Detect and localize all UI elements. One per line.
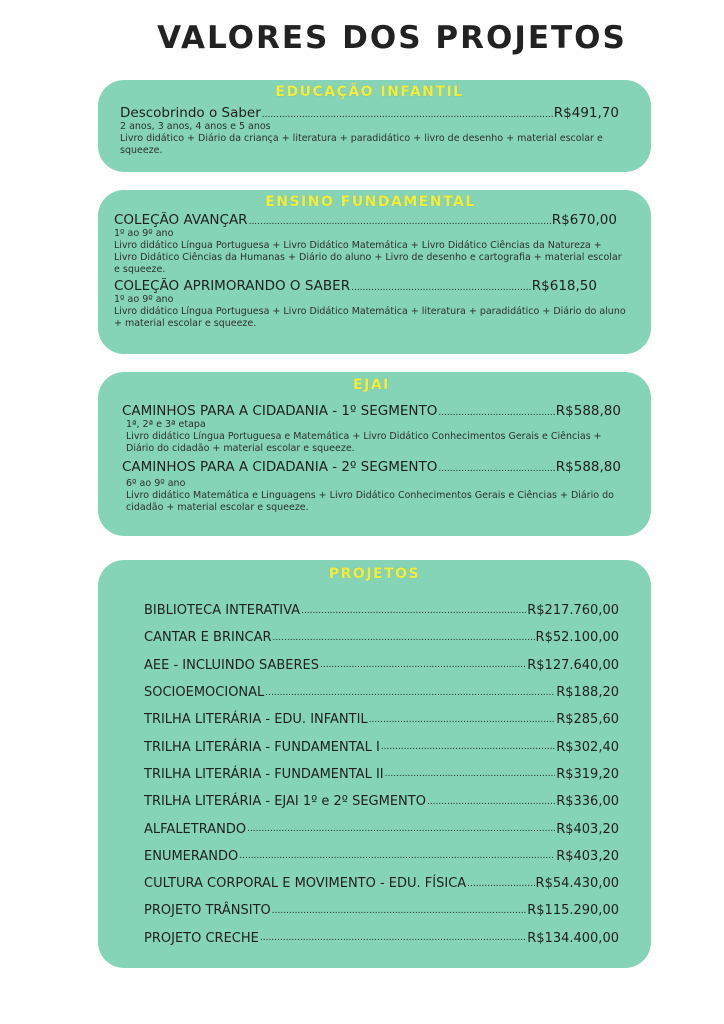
item-name: ALFALETRANDO [144, 821, 247, 837]
item-description: Livro didático + Diário da criança + literatura + paradidático + livro de desenho + material escolar e squeeze. [120, 133, 603, 156]
leader-dots [260, 933, 526, 943]
item-description: Livro didático Língua Portuguesa + Livro Didático Matemática + literatura + paradidático + Diário do aluno + material escolar e squeeze. [114, 306, 626, 329]
leader-dots [239, 851, 555, 861]
leader-dots [427, 797, 555, 807]
list-item [144, 761, 619, 788]
item-audience: 6º ao 9º ano [126, 478, 186, 489]
item-price: R$54.430,00 [535, 876, 619, 892]
list-item [120, 105, 619, 157]
list-item [114, 278, 627, 330]
item-description: Livro didático Língua Portuguesa + Livro Didático Matemática + Livro Didático Ciências da Natureza + Livro Didático Ciências da Humanas + Diário do aluno + Livro de desenho e cartografia + material escolar e squeeze. [114, 240, 622, 275]
leader-dots [351, 283, 531, 293]
section-heading: EDUCAÇÃO INFANTIL [275, 84, 464, 100]
item-name: COLEÇÃO APRIMORANDO O SABER [114, 278, 351, 294]
item-price: R$188,20 [556, 685, 619, 701]
list-item [144, 733, 619, 760]
item-price: R$403,20 [556, 848, 619, 864]
item-name: COLEÇÃO AVANÇAR [114, 212, 248, 228]
item-price: R$588,80 [555, 459, 621, 475]
leader-dots [381, 742, 555, 752]
item-price: R$127.640,00 [527, 657, 619, 673]
item-price: R$52.100,00 [535, 630, 619, 646]
list-item [144, 815, 619, 842]
item-name: SOCIOEMOCIONAL [144, 685, 265, 701]
item-name: TRILHA LITERÁRIA - EJAI 1º e 2º SEGMENTO [144, 794, 426, 810]
item-price: R$217.760,00 [527, 603, 619, 619]
item-name: CANTAR E BRINCAR [144, 630, 272, 646]
item-price: R$302,40 [556, 739, 619, 755]
card-ensino-fundamental [98, 190, 651, 354]
leader-dots [320, 660, 526, 670]
leader-dots [262, 110, 553, 120]
item-price: R$618,50 [531, 278, 597, 294]
section-heading: ENSINO FUNDAMENTAL [265, 194, 476, 210]
item-audience: 1º ao 9º ano [114, 294, 174, 305]
list-item [144, 843, 619, 870]
list-item [144, 679, 619, 706]
item-row [120, 105, 619, 121]
item-name: CAMINHOS PARA A CIDADANIA - 2º SEGMENTO [122, 459, 438, 475]
list-item [144, 706, 619, 733]
list-item [144, 652, 619, 679]
list-item [114, 212, 627, 276]
card-educacao-infantil [98, 80, 651, 172]
list-item [144, 624, 619, 651]
leader-dots [249, 217, 551, 227]
item-audience: 1º ao 9º ano [114, 228, 174, 239]
leader-dots [385, 769, 556, 779]
item-row [122, 459, 621, 475]
section-heading: EJAI [353, 377, 390, 393]
list-item [144, 788, 619, 815]
item-row [114, 212, 627, 228]
item-name: AEE - INCLUINDO SABERES [144, 657, 319, 673]
list-item [122, 403, 621, 455]
item-name: ENUMERANDO [144, 848, 239, 864]
list-item [144, 925, 619, 952]
item-name: PROJETO CRECHE [144, 930, 259, 946]
item-row [122, 403, 621, 419]
item-description: Livro didático Língua Portuguesa e Matemática + Livro Didático Conhecimentos Gerais e Ciências + Diário do cidadão + material escolar e squeeze. [126, 431, 602, 454]
leader-dots [265, 688, 555, 698]
item-description: Livro didático Matemática e Linguagens + Livro Didático Conhecimentos Gerais e Ciências + Diário do cidadão + material escolar e squeeze. [126, 490, 614, 513]
leader-dots [369, 715, 556, 725]
card-ejai [98, 372, 651, 536]
item-price: R$319,20 [556, 766, 619, 782]
item-name: Descobrindo o Saber [120, 105, 261, 121]
item-audience: 2 anos, 3 anos, 4 anos e 5 anos [120, 121, 271, 132]
leader-dots [467, 879, 534, 889]
item-name: TRILHA LITERÁRIA - EDU. INFANTIL [144, 712, 368, 728]
leader-dots [272, 906, 526, 916]
item-price: R$134.400,00 [527, 930, 619, 946]
list-item [122, 459, 621, 514]
list-item [144, 897, 619, 924]
item-name: PROJETO TRÂNSITO [144, 903, 271, 919]
item-audience: 1ª, 2ª e 3ª etapa [126, 419, 206, 430]
leader-dots [301, 606, 526, 616]
item-row [114, 278, 627, 294]
item-price: R$588,80 [555, 403, 621, 419]
item-name: CAMINHOS PARA A CIDADANIA - 1º SEGMENTO [122, 403, 438, 419]
leader-dots [438, 464, 554, 474]
item-price: R$336,00 [556, 794, 619, 810]
leader-dots [438, 408, 554, 418]
leader-dots [273, 633, 535, 643]
item-name: CULTURA CORPORAL E MOVIMENTO - EDU. FÍSICA [144, 876, 467, 892]
item-price: R$285,60 [556, 712, 619, 728]
item-price: R$670,00 [551, 212, 617, 228]
item-price: R$115.290,00 [527, 903, 619, 919]
item-name: TRILHA LITERÁRIA - FUNDAMENTAL II [144, 766, 384, 782]
item-name: TRILHA LITERÁRIA - FUNDAMENTAL I [144, 739, 380, 755]
section-heading: PROJETOS [328, 566, 421, 582]
item-price: R$491,70 [553, 105, 619, 121]
page-title: VALORES DOS PROJETOS [157, 20, 627, 56]
card-projetos [98, 560, 651, 968]
list-item [144, 597, 619, 624]
item-price: R$403,20 [556, 821, 619, 837]
list-item [144, 870, 619, 897]
projects-list [144, 597, 619, 952]
leader-dots [247, 824, 555, 834]
item-name: BIBLIOTECA INTERATIVA [144, 603, 301, 619]
